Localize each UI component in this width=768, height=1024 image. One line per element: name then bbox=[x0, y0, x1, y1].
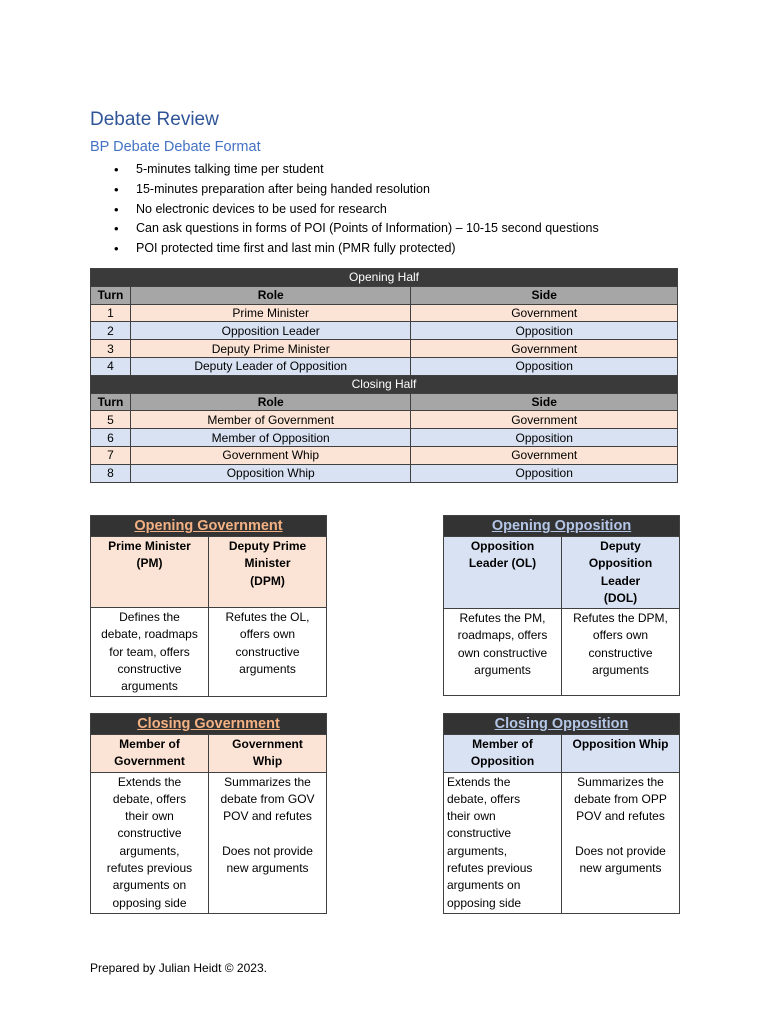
table-header-row bbox=[91, 286, 678, 304]
role-cell: Government Whip bbox=[130, 446, 410, 464]
table-row bbox=[91, 464, 678, 482]
turn-header: Turn bbox=[91, 393, 131, 411]
table-row bbox=[91, 322, 678, 340]
deputy-prime-minister-description: Refutes the OL, offers own constructive arguments bbox=[209, 608, 327, 697]
turn-cell: 1 bbox=[91, 304, 131, 322]
rules-list bbox=[110, 160, 599, 259]
side-cell: Government bbox=[411, 411, 678, 429]
side-cell: Government bbox=[411, 304, 678, 322]
format-table bbox=[90, 268, 678, 483]
opposition-leader-description: Refutes the PM, roadmaps, offers own constructive arguments bbox=[444, 609, 562, 696]
role-cell: Opposition Leader bbox=[130, 322, 410, 340]
deputy-prime-minister-role: Deputy Prime Minister (DPM) bbox=[209, 537, 327, 608]
turn-cell: 4 bbox=[91, 357, 131, 375]
turn-cell: 2 bbox=[91, 322, 131, 340]
role-cell: Prime Minister bbox=[130, 304, 410, 322]
side-cell: Government bbox=[411, 446, 678, 464]
role-header: Role bbox=[130, 393, 410, 411]
section-title: BP Debate Debate Format bbox=[90, 139, 261, 155]
member-of-government-role: Member of Government bbox=[91, 735, 209, 773]
closing-opposition-title: Closing Opposition bbox=[444, 714, 680, 735]
closing-government-title: Closing Government bbox=[91, 714, 327, 735]
list-item: • 15-minutes preparation after being handed resolution bbox=[110, 180, 599, 200]
side-cell: Opposition bbox=[411, 357, 678, 375]
deputy-opposition-leader-role: Deputy Opposition Leader (DOL) bbox=[562, 537, 680, 609]
turn-cell: 3 bbox=[91, 340, 131, 358]
list-item: • No electronic devices to be used for research bbox=[110, 200, 599, 220]
opening-opposition-table bbox=[443, 515, 680, 696]
side-cell: Government bbox=[411, 340, 678, 358]
opening-opposition-title: Opening Opposition bbox=[444, 516, 680, 537]
role-header: Role bbox=[130, 286, 410, 304]
opening-government-table bbox=[90, 515, 327, 697]
footer-credit: Prepared by Julian Heidt © 2023. bbox=[90, 961, 267, 975]
government-whip-description: Summarizes the debate from GOV POV and refutes Does not provide new arguments bbox=[209, 772, 327, 913]
opening-government-title: Opening Government bbox=[91, 516, 327, 537]
table-row bbox=[91, 411, 678, 429]
turn-cell: 5 bbox=[91, 411, 131, 429]
side-header: Side bbox=[411, 393, 678, 411]
opposition-whip-role: Opposition Whip bbox=[562, 735, 680, 773]
role-cell: Deputy Prime Minister bbox=[130, 340, 410, 358]
list-item: • 5-minutes talking time per student bbox=[110, 160, 599, 180]
member-of-government-description: Extends the debate, offers their own constructive arguments, refutes previous arguments on opposing side bbox=[91, 772, 209, 913]
table-row bbox=[91, 446, 678, 464]
table-header-row bbox=[91, 393, 678, 411]
table-row bbox=[91, 304, 678, 322]
table-section-header bbox=[91, 375, 678, 393]
list-item: • POI protected time first and last min (PMR fully protected) bbox=[110, 239, 599, 259]
opposition-whip-description: Summarizes the debate from OPP POV and refutes Does not provide new arguments bbox=[562, 772, 680, 913]
role-cell: Deputy Leader of Opposition bbox=[130, 357, 410, 375]
side-cell: Opposition bbox=[411, 322, 678, 340]
list-item: • Can ask questions in forms of POI (Points of Information) – 10-15 second questions bbox=[110, 219, 599, 239]
prime-minister-description: Defines the debate, roadmaps for team, offers constructive arguments bbox=[91, 608, 209, 697]
turn-header: Turn bbox=[91, 286, 131, 304]
deputy-opposition-leader-description: Refutes the DPM, offers own constructive arguments bbox=[562, 609, 680, 696]
side-header: Side bbox=[411, 286, 678, 304]
government-whip-role: Government Whip bbox=[209, 735, 327, 773]
closing-half-label: Closing Half bbox=[91, 375, 678, 393]
prime-minister-role: Prime Minister (PM) bbox=[91, 537, 209, 608]
page-title: Debate Review bbox=[90, 109, 219, 130]
side-cell: Opposition bbox=[411, 429, 678, 447]
role-cell: Member of Opposition bbox=[130, 429, 410, 447]
table-row bbox=[91, 429, 678, 447]
turn-cell: 8 bbox=[91, 464, 131, 482]
side-cell: Opposition bbox=[411, 464, 678, 482]
member-of-opposition-description: Extends the debate, offers their own constructive arguments, refutes previous arguments on opposing side bbox=[444, 772, 562, 913]
turn-cell: 6 bbox=[91, 429, 131, 447]
opening-half-label: Opening Half bbox=[91, 269, 678, 287]
role-cell: Member of Government bbox=[130, 411, 410, 429]
table-section-header bbox=[91, 269, 678, 287]
turn-cell: 7 bbox=[91, 446, 131, 464]
table-row bbox=[91, 340, 678, 358]
table-row bbox=[91, 357, 678, 375]
closing-government-table bbox=[90, 713, 327, 914]
opposition-leader-role: Opposition Leader (OL) bbox=[444, 537, 562, 609]
closing-opposition-table bbox=[443, 713, 680, 914]
role-cell: Opposition Whip bbox=[130, 464, 410, 482]
member-of-opposition-role: Member of Opposition bbox=[444, 735, 562, 773]
